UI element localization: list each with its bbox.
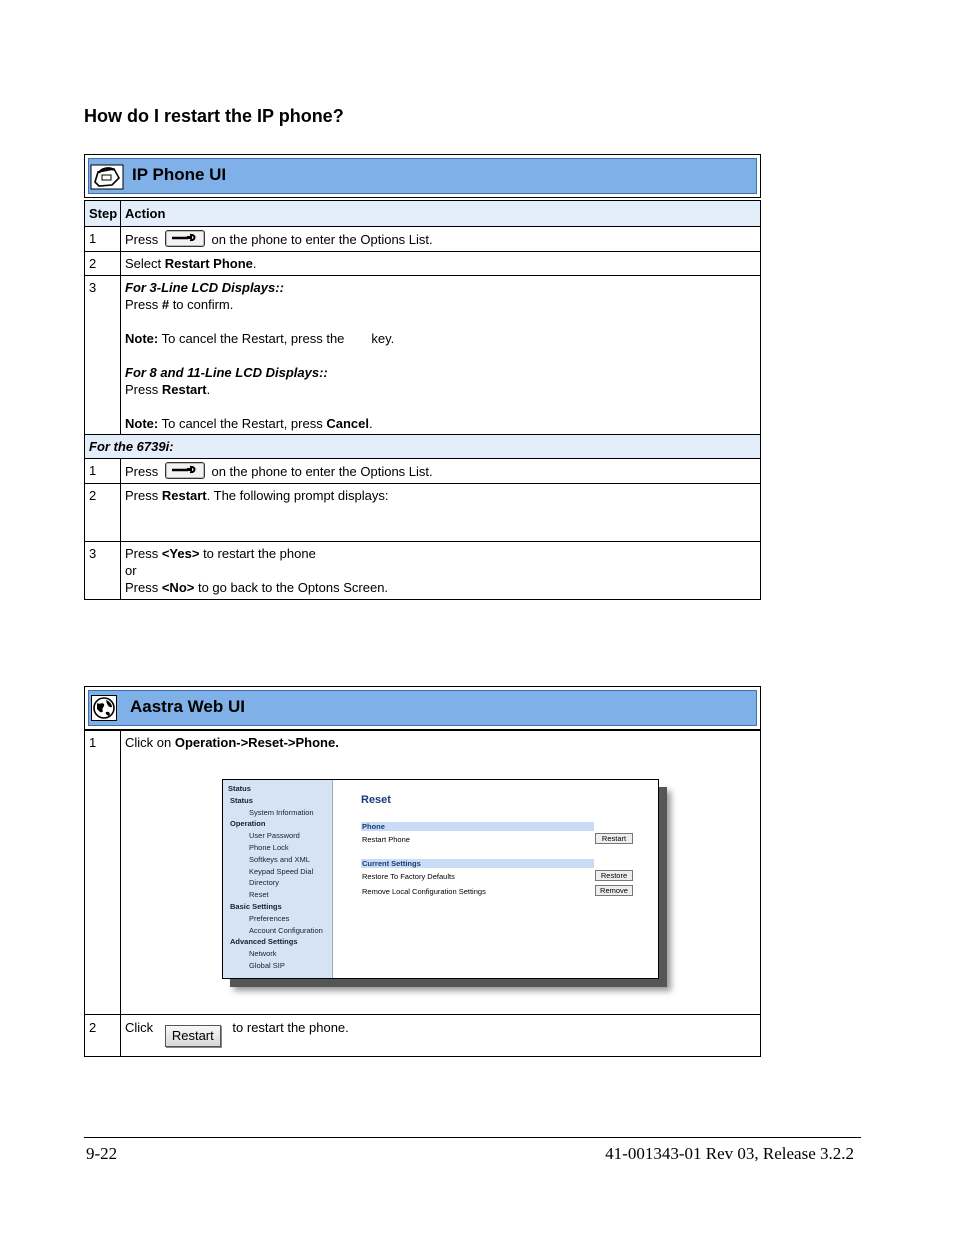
note-label: Note: — [125, 331, 159, 346]
action-text: Press — [125, 232, 159, 247]
step-action — [121, 542, 761, 600]
action-text: . — [252, 256, 257, 271]
action-text: Press — [125, 546, 162, 561]
action-bold: <Yes> — [161, 546, 200, 561]
action-text: Press — [125, 580, 162, 595]
phone-icon — [90, 164, 124, 195]
table-header-row — [85, 201, 761, 227]
nav-menu-item: Account Configuration — [249, 925, 323, 935]
action-text: to restart the phone — [199, 546, 316, 561]
table-row — [85, 1015, 761, 1057]
subheader-row — [85, 435, 761, 459]
reset-page-title: Reset — [361, 794, 391, 806]
options-key-icon — [165, 462, 205, 479]
yes-instruction — [125, 545, 756, 562]
or-text: or — [125, 563, 137, 578]
current-settings-band: Current Settings — [361, 859, 594, 868]
step-action — [121, 252, 761, 276]
nav-menu-item: Network — [249, 949, 277, 959]
action-text: Press — [125, 488, 162, 503]
action-text: key. — [371, 331, 395, 346]
action-column-header: Action — [121, 201, 761, 227]
lcd3-heading: For 3-Line LCD Displays:: — [125, 280, 284, 295]
globe-icon — [91, 695, 117, 726]
page-number: 9-22 — [86, 1144, 118, 1163]
action-text: to restart the phone. — [232, 1020, 349, 1035]
model-6739-subheader: For the 6739i: — [85, 435, 761, 459]
action-bold: Operation->Reset->Phone. — [174, 735, 339, 750]
nav-menu-item: Status — [230, 795, 253, 805]
action-text: Press — [125, 297, 162, 312]
aastra-web-ui-title: Aastra Web UI — [130, 697, 245, 716]
reset-page-main — [333, 780, 658, 978]
phone-section-band: Phone — [361, 822, 594, 831]
options-key-icon — [165, 230, 205, 247]
lcd8-instruction — [125, 381, 756, 398]
nav-menu-item: Basic Settings — [230, 901, 282, 911]
ip-phone-ui-title: IP Phone UI — [132, 165, 227, 184]
step-action — [121, 227, 761, 252]
nav-menu-item: Softkeys and XML — [249, 854, 310, 864]
nav-menu-item: User Password — [249, 831, 300, 841]
reset-page-screenshot — [222, 779, 659, 979]
action-text: on the phone to enter the Options List. — [211, 232, 433, 247]
nav-menu-item: Operation — [230, 819, 266, 829]
table-row — [85, 459, 761, 484]
nav-menu-item: Reset — [249, 890, 269, 900]
action-bold: Restart — [161, 382, 207, 397]
action-bold: <No> — [161, 580, 195, 595]
action-text: To cancel the Restart, press the — [158, 331, 345, 346]
action-text: to go back to the Optons Screen. — [194, 580, 389, 595]
remove-local-config-label: Remove Local Configuration Settings — [362, 887, 486, 896]
action-text: Click on — [125, 735, 175, 750]
step-number: 3 — [85, 542, 121, 600]
step-action — [121, 484, 761, 542]
action-text: . — [206, 382, 211, 397]
table-row — [85, 252, 761, 276]
action-text: To cancel the Restart, press — [158, 416, 327, 431]
screenshot-restart-button: Restart — [595, 833, 633, 844]
action-text: on the phone to enter the Options List. — [211, 464, 433, 479]
web-ui-nav-menu — [223, 780, 333, 978]
table-row — [85, 484, 761, 542]
step-number: 3 — [85, 276, 121, 435]
action-text: Click — [125, 1020, 154, 1035]
nav-menu-item: Preferences — [249, 913, 290, 923]
step-column-header: Step — [85, 201, 121, 227]
factory-defaults-label: Restore To Factory Defaults — [362, 872, 455, 881]
no-instruction — [125, 579, 756, 596]
ip-phone-ui-header — [84, 154, 761, 198]
step-number: 1 — [85, 227, 121, 252]
action-text: Press — [125, 464, 159, 479]
restart-phone-label: Restart Phone — [362, 835, 410, 844]
action-bold: Restart — [161, 488, 207, 503]
step-action — [121, 1015, 761, 1057]
screenshot-restore-button: Restore — [595, 870, 633, 881]
nav-menu-item: Directory — [249, 878, 280, 888]
action-text: Select — [125, 256, 165, 271]
screenshot-remove-button: Remove — [595, 885, 633, 896]
nav-menu-item: Status — [228, 784, 251, 793]
restart-button-image: Restart — [165, 1025, 221, 1047]
nav-menu-item: Keypad Speed Dial — [249, 866, 314, 876]
table-row — [85, 542, 761, 600]
lcd8-heading: For 8 and 11-Line LCD Displays:: — [125, 365, 328, 380]
step-number: 1 — [85, 731, 121, 1015]
ip-phone-steps-table — [84, 200, 761, 600]
nav-menu-item: Advanced Settings — [230, 937, 298, 947]
nav-menu-item: Phone Lock — [249, 842, 289, 852]
action-bold: # — [161, 297, 170, 312]
section-heading: How do I restart the IP phone? — [84, 106, 344, 126]
step-number: 2 — [85, 1015, 121, 1057]
lcd3-note — [125, 330, 756, 347]
table-row — [85, 227, 761, 252]
action-bold: Cancel — [326, 416, 369, 431]
nav-menu-item: Global SIP — [249, 960, 285, 970]
action-text: to confirm. — [169, 297, 234, 312]
action-text: . The following prompt displays: — [206, 488, 389, 503]
action-text: Press — [125, 382, 162, 397]
step-action — [121, 276, 761, 435]
step-number: 2 — [85, 484, 121, 542]
note-label: Note: — [125, 416, 159, 431]
action-bold: Restart Phone — [164, 256, 253, 271]
footer-rule — [84, 1137, 861, 1138]
aastra-web-ui-header — [84, 686, 761, 730]
lcd3-instruction — [125, 296, 756, 313]
table-row — [85, 276, 761, 435]
document-id: 41-001343-01 Rev 03, Release 3.2.2 — [605, 1144, 854, 1163]
nav-menu-item: System Information — [249, 807, 314, 817]
step-action — [121, 459, 761, 484]
action-text: . — [368, 416, 373, 431]
step-number: 1 — [85, 459, 121, 484]
step-number: 2 — [85, 252, 121, 276]
lcd8-note — [125, 415, 756, 432]
